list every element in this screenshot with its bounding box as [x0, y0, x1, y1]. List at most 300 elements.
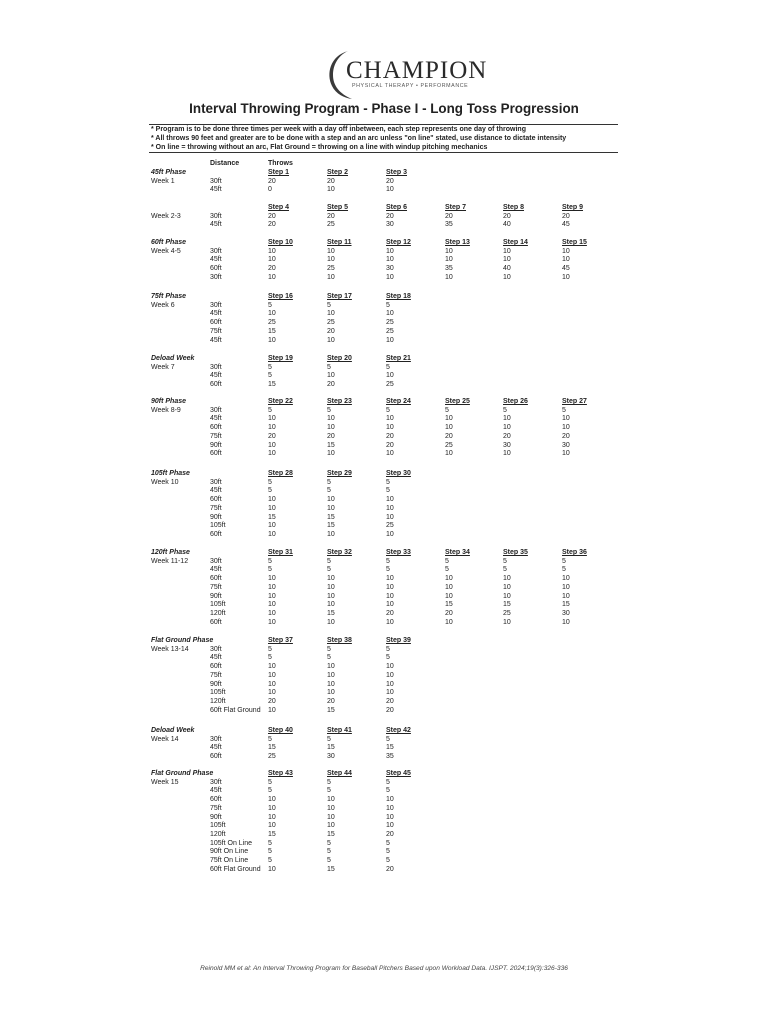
throw-count-cell: 15 [386, 744, 394, 752]
throw-count-cell: 10 [268, 496, 276, 504]
throw-count-cell: 30 [503, 441, 511, 449]
step-header: Step 33 [386, 549, 411, 556]
throw-count-cell: 5 [268, 778, 272, 786]
distance-cell: 45ft [210, 566, 222, 574]
throw-count-cell: 10 [268, 689, 276, 697]
throw-count-cell: 20 [445, 432, 453, 440]
distance-cell: 75ft [210, 671, 222, 679]
throw-count-cell: 10 [503, 247, 511, 255]
throw-count-cell: 25 [386, 327, 394, 335]
throw-count-cell: 10 [386, 336, 394, 344]
throw-count-cell: 10 [503, 583, 511, 591]
throw-count-cell: 20 [386, 706, 394, 714]
distance-cell: 30ft [210, 273, 222, 281]
distance-cell: 90ft [210, 513, 222, 521]
throw-count-cell: 10 [327, 496, 335, 504]
throw-count-cell: 10 [268, 680, 276, 688]
throw-count-cell: 5 [268, 787, 272, 795]
throw-count-cell: 25 [386, 319, 394, 327]
distance-cell: 30ft [210, 177, 222, 185]
throw-count-cell: 5 [327, 363, 331, 371]
throw-count-cell: 20 [327, 212, 335, 220]
throw-count-cell: 10 [386, 273, 394, 281]
throw-count-cell: 10 [386, 247, 394, 255]
throw-count-cell: 10 [327, 415, 335, 423]
throw-count-cell: 10 [386, 450, 394, 458]
throw-count-cell: 5 [386, 406, 390, 414]
step-header: Step 5 [327, 204, 349, 211]
distance-cell: 30ft [210, 645, 222, 653]
throw-count-cell: 15 [327, 744, 335, 752]
throw-count-cell: 10 [386, 822, 394, 830]
distance-cell: 30ft [210, 406, 222, 414]
step-header: Step 19 [268, 355, 293, 362]
throw-count-cell: 5 [327, 857, 331, 864]
phase-label: Flat Ground Phase [151, 770, 214, 777]
throw-count-cell: 10 [327, 273, 335, 281]
throw-count-cell: 10 [503, 256, 511, 264]
throw-count-cell: 10 [268, 450, 276, 458]
phase-label: 105ft Phase [151, 470, 190, 477]
throw-count-cell: 15 [327, 609, 335, 617]
throw-count-cell: 15 [327, 706, 335, 714]
step-header: Step 1 [268, 169, 290, 176]
throw-count-cell: 10 [386, 496, 394, 504]
distance-cell: 30ft [210, 735, 222, 743]
throw-count-cell: 5 [327, 301, 331, 309]
throw-count-cell: 10 [386, 601, 394, 609]
throw-count-cell: 5 [327, 557, 331, 565]
distance-cell: 90ft [210, 813, 222, 821]
throw-count-cell: 10 [562, 450, 570, 458]
distance-cell: 45ft [210, 256, 222, 264]
throw-count-cell: 10 [268, 575, 276, 583]
throw-count-cell: 10 [562, 273, 570, 281]
throw-count-cell: 10 [268, 504, 276, 512]
throw-count-cell: 20 [386, 432, 394, 440]
throw-count-cell: 30 [386, 221, 394, 229]
throw-count-cell: 10 [386, 575, 394, 583]
distance-cell: 75ft [210, 804, 222, 812]
throw-count-cell: 20 [327, 327, 335, 335]
throw-count-cell: 20 [386, 865, 394, 873]
throw-count-cell: 5 [445, 557, 449, 565]
throw-count-cell: 10 [503, 450, 511, 458]
throw-count-cell: 10 [327, 583, 335, 591]
throw-count-cell: 10 [268, 415, 276, 423]
phase-label: Deload Week [151, 727, 195, 734]
distance-cell: 30ft [210, 557, 222, 565]
throw-count-cell: 10 [386, 256, 394, 264]
throw-count-cell: 5 [327, 839, 331, 847]
throw-count-cell: 10 [386, 583, 394, 591]
distance-cell: 105ft [210, 689, 226, 697]
throw-count-cell: 10 [445, 273, 453, 281]
throw-count-cell: 10 [327, 796, 335, 804]
throw-count-cell: 15 [327, 865, 335, 873]
throw-count-cell: 5 [386, 787, 390, 795]
distance-cell: 30ft [210, 363, 222, 371]
throw-count-cell: 5 [386, 857, 390, 864]
phase-label: 90ft Phase [151, 398, 187, 405]
throw-count-cell: 20 [562, 432, 570, 440]
distance-cell: 60ft [210, 618, 222, 626]
throw-count-cell: 10 [327, 618, 335, 626]
distance-cell: 30ft [210, 478, 222, 486]
throw-count-cell: 15 [268, 830, 276, 838]
throw-count-cell: 5 [268, 645, 272, 653]
throw-count-cell: 10 [268, 441, 276, 449]
throw-count-cell: 25 [268, 319, 276, 327]
throw-count-cell: 10 [562, 247, 570, 255]
throw-count-cell: 10 [327, 530, 335, 538]
distance-cell: 60ft [210, 753, 222, 761]
throw-count-cell: 5 [327, 478, 331, 486]
throw-count-cell: 5 [268, 372, 272, 380]
throw-count-cell: 15 [445, 601, 453, 609]
throw-count-cell: 10 [268, 247, 276, 255]
step-header: Step 28 [268, 470, 293, 477]
week-label: Week 8-9 [151, 406, 181, 414]
distance-cell: 120ft [210, 609, 226, 617]
throw-count-cell: 10 [562, 424, 570, 432]
logo-wordmark: CHAMPION [346, 57, 488, 84]
throw-count-cell: 20 [562, 212, 570, 220]
throw-count-cell: 10 [503, 415, 511, 423]
throw-count-cell: 10 [386, 804, 394, 812]
throw-count-cell: 5 [386, 557, 390, 565]
throw-count-cell: 25 [503, 609, 511, 617]
throw-count-cell: 20 [503, 432, 511, 440]
throw-count-cell: 10 [327, 424, 335, 432]
throw-count-cell: 10 [268, 706, 276, 714]
throw-count-cell: 5 [327, 406, 331, 414]
week-label: Week 15 [151, 778, 179, 786]
step-header: Step 37 [268, 637, 293, 644]
distance-cell: 105ft On Line [210, 839, 253, 847]
throw-count-cell: 10 [268, 618, 276, 626]
throw-count-cell: 5 [268, 848, 272, 856]
throw-count-cell: 10 [327, 310, 335, 318]
throw-count-cell: 10 [386, 372, 394, 380]
throw-count-cell: 10 [268, 336, 276, 344]
throw-count-cell: 10 [327, 247, 335, 255]
throw-count-cell: 0 [268, 186, 272, 194]
throw-count-cell: 10 [327, 689, 335, 697]
step-header: Step 13 [445, 239, 470, 246]
week-label: Week 1 [151, 177, 175, 185]
throw-count-cell: 15 [268, 381, 276, 389]
distance-header: Distance [210, 160, 240, 167]
distance-cell: 60ft [210, 575, 222, 583]
throw-count-cell: 10 [268, 601, 276, 609]
throw-count-cell: 20 [386, 697, 394, 705]
note-line: * On line = throwing without an arc, Flat Ground = throwing on a line with windup pitching mechanics [151, 144, 488, 152]
throw-count-cell: 10 [445, 415, 453, 423]
throw-count-cell: 25 [327, 221, 335, 229]
throw-count-cell: 10 [327, 804, 335, 812]
throw-count-cell: 10 [445, 618, 453, 626]
throw-count-cell: 10 [268, 671, 276, 679]
throw-count-cell: 10 [386, 680, 394, 688]
phase-label: 75ft Phase [151, 293, 187, 300]
throw-count-cell: 5 [503, 566, 507, 574]
throw-count-cell: 10 [327, 336, 335, 344]
throw-count-cell: 35 [386, 753, 394, 761]
throw-count-cell: 20 [268, 212, 276, 220]
step-header: Step 12 [386, 239, 411, 246]
throw-count-cell: 15 [268, 327, 276, 335]
throw-count-cell: 10 [327, 680, 335, 688]
throw-count-cell: 5 [445, 566, 449, 574]
week-label: Week 6 [151, 301, 175, 309]
throw-count-cell: 20 [327, 381, 335, 389]
throw-count-cell: 10 [386, 310, 394, 318]
week-label: Week 2-3 [151, 212, 181, 220]
throw-count-cell: 5 [386, 654, 390, 662]
distance-cell: 45ft [210, 744, 222, 752]
week-label: Week 10 [151, 478, 179, 486]
throw-count-cell: 15 [503, 601, 511, 609]
throw-count-cell: 10 [327, 186, 335, 194]
throw-count-cell: 20 [268, 221, 276, 229]
throw-count-cell: 5 [386, 487, 390, 495]
throw-count-cell: 10 [327, 822, 335, 830]
throw-count-cell: 25 [445, 441, 453, 449]
page-title: Interval Throwing Program - Phase I - Long Toss Progression [189, 101, 579, 116]
distance-cell: 75ft [210, 432, 222, 440]
step-header: Step 6 [386, 204, 408, 211]
throw-count-cell: 10 [503, 424, 511, 432]
distance-cell: 45ft [210, 310, 222, 318]
distance-cell: 45ft [210, 487, 222, 495]
step-header: Step 4 [268, 204, 290, 211]
distance-cell: 60ft Flat Ground [210, 865, 261, 873]
distance-cell: 45ft [210, 336, 222, 344]
throw-count-cell: 10 [327, 256, 335, 264]
step-header: Step 45 [386, 770, 411, 777]
logo-tagline: PHYSICAL THERAPY • PERFORMANCE [352, 83, 469, 89]
distance-cell: 60ft [210, 663, 222, 671]
phase-label: 45ft Phase [151, 169, 187, 176]
throw-count-cell: 5 [503, 406, 507, 414]
throw-count-cell: 5 [327, 566, 331, 574]
throw-count-cell: 5 [562, 406, 566, 414]
throw-count-cell: 15 [327, 513, 335, 521]
distance-cell: 105ft [210, 601, 226, 609]
throw-count-cell: 25 [386, 522, 394, 530]
throw-count-cell: 5 [268, 301, 272, 309]
throw-count-cell: 10 [386, 663, 394, 671]
throw-count-cell: 10 [386, 671, 394, 679]
throw-count-cell: 5 [268, 839, 272, 847]
step-header: Step 9 [562, 204, 584, 211]
throw-count-cell: 10 [503, 273, 511, 281]
throw-count-cell: 10 [327, 601, 335, 609]
throw-count-cell: 10 [327, 671, 335, 679]
distance-cell: 30ft [210, 212, 222, 220]
distance-cell: 105ft [210, 522, 226, 530]
throw-count-cell: 5 [386, 478, 390, 486]
step-header: Step 31 [268, 549, 293, 556]
throw-count-cell: 10 [445, 592, 453, 600]
throw-count-cell: 5 [562, 557, 566, 565]
step-header: Step 43 [268, 770, 293, 777]
distance-cell: 45ft [210, 787, 222, 795]
throw-count-cell: 15 [562, 601, 570, 609]
throw-count-cell: 5 [268, 857, 272, 864]
throw-count-cell: 5 [268, 478, 272, 486]
throw-count-cell: 10 [268, 865, 276, 873]
throw-count-cell: 30 [562, 441, 570, 449]
step-header: Step 16 [268, 293, 293, 300]
distance-cell: 45ft [210, 372, 222, 380]
throw-count-cell: 10 [503, 575, 511, 583]
distance-cell: 60ft [210, 265, 222, 273]
throw-count-cell: 5 [327, 787, 331, 795]
step-header: Step 32 [327, 549, 352, 556]
throw-count-cell: 10 [386, 796, 394, 804]
throw-count-cell: 10 [268, 522, 276, 530]
throw-count-cell: 20 [386, 830, 394, 838]
throw-count-cell: 5 [268, 654, 272, 662]
throw-count-cell: 10 [445, 575, 453, 583]
throw-count-cell: 30 [386, 265, 394, 273]
throw-count-cell: 20 [503, 212, 511, 220]
distance-cell: 45ft [210, 415, 222, 423]
throw-count-cell: 10 [562, 583, 570, 591]
throw-count-cell: 5 [445, 406, 449, 414]
throw-count-cell: 35 [445, 265, 453, 273]
throw-count-cell: 10 [386, 424, 394, 432]
throw-count-cell: 10 [386, 592, 394, 600]
distance-cell: 120ft [210, 697, 226, 705]
step-header: Step 30 [386, 470, 411, 477]
throw-count-cell: 10 [327, 504, 335, 512]
throw-count-cell: 5 [268, 487, 272, 495]
throw-count-cell: 20 [268, 697, 276, 705]
throw-count-cell: 5 [386, 301, 390, 309]
throw-count-cell: 10 [268, 663, 276, 671]
throw-count-cell: 30 [562, 609, 570, 617]
throw-count-cell: 20 [268, 265, 276, 273]
throw-count-cell: 10 [327, 450, 335, 458]
throw-count-cell: 20 [327, 177, 335, 185]
distance-cell: 75ft [210, 327, 222, 335]
throw-count-cell: 5 [268, 735, 272, 743]
throw-count-cell: 20 [386, 212, 394, 220]
distance-cell: 60ft [210, 319, 222, 327]
throw-count-cell: 10 [386, 689, 394, 697]
distance-cell: 60ft Flat Ground [210, 706, 261, 714]
step-header: Step 38 [327, 637, 352, 644]
throw-count-cell: 15 [327, 522, 335, 530]
throw-count-cell: 5 [386, 645, 390, 653]
throw-count-cell: 40 [503, 265, 511, 273]
distance-cell: 105ft [210, 822, 226, 830]
step-header: Step 7 [445, 204, 467, 211]
step-header: Step 24 [386, 398, 411, 405]
throw-count-cell: 5 [268, 406, 272, 414]
step-header: Step 10 [268, 239, 293, 246]
throw-count-cell: 5 [503, 557, 507, 565]
week-label: Week 14 [151, 735, 179, 743]
week-label: Week 7 [151, 363, 175, 371]
throw-count-cell: 10 [503, 592, 511, 600]
distance-cell: 30ft [210, 301, 222, 309]
throw-count-cell: 10 [386, 186, 394, 194]
phase-label: Flat Ground Phase [151, 637, 214, 644]
throw-count-cell: 25 [268, 753, 276, 761]
throw-count-cell: 5 [386, 735, 390, 743]
throw-count-cell: 10 [562, 618, 570, 626]
throw-count-cell: 10 [386, 513, 394, 521]
distance-cell: 30ft [210, 247, 222, 255]
throw-count-cell: 5 [268, 557, 272, 565]
throw-count-cell: 25 [386, 381, 394, 389]
step-header: Step 2 [327, 169, 349, 176]
throw-count-cell: 15 [268, 513, 276, 521]
citation: Reinold MM et al: An Interval Throwing Program for Baseball Pitchers Based upon Workload Data. IJSPT. 2024;19(3):326-336 [200, 965, 568, 972]
throw-count-cell: 10 [386, 618, 394, 626]
step-header: Step 11 [327, 239, 352, 246]
distance-cell: 60ft [210, 381, 222, 389]
throw-count-cell: 10 [327, 575, 335, 583]
throw-count-cell: 5 [386, 848, 390, 856]
step-header: Step 35 [503, 549, 528, 556]
throw-count-cell: 20 [327, 697, 335, 705]
step-header: Step 34 [445, 549, 470, 556]
throw-count-cell: 10 [268, 310, 276, 318]
step-header: Step 3 [386, 169, 408, 176]
throw-count-cell: 10 [268, 273, 276, 281]
throw-count-cell: 10 [327, 592, 335, 600]
step-header: Step 18 [386, 293, 411, 300]
throw-count-cell: 5 [327, 645, 331, 653]
step-header: Step 26 [503, 398, 528, 405]
throw-count-cell: 10 [268, 583, 276, 591]
throw-count-cell: 40 [503, 221, 511, 229]
throw-count-cell: 5 [386, 363, 390, 371]
throw-count-cell: 10 [268, 796, 276, 804]
throw-count-cell: 15 [327, 441, 335, 449]
throw-count-cell: 10 [268, 592, 276, 600]
throw-count-cell: 25 [327, 265, 335, 273]
step-header: Step 22 [268, 398, 293, 405]
step-header: Step 36 [562, 549, 587, 556]
throw-count-cell: 5 [327, 848, 331, 856]
step-header: Step 8 [503, 204, 525, 211]
throw-count-cell: 10 [562, 415, 570, 423]
week-label: Week 11-12 [151, 557, 189, 565]
distance-cell: 60ft [210, 796, 222, 804]
throw-count-cell: 10 [268, 804, 276, 812]
distance-cell: 75ft [210, 583, 222, 591]
throw-count-cell: 35 [445, 221, 453, 229]
step-header: Step 21 [386, 355, 411, 362]
throw-count-cell: 20 [386, 441, 394, 449]
distance-cell: 45ft [210, 221, 222, 229]
throw-count-cell: 5 [327, 778, 331, 786]
distance-cell: 90ft [210, 680, 222, 688]
throw-count-cell: 5 [386, 566, 390, 574]
distance-cell: 120ft [210, 830, 226, 838]
throw-count-cell: 20 [327, 432, 335, 440]
throw-count-cell: 10 [268, 424, 276, 432]
throw-count-cell: 10 [386, 415, 394, 423]
throw-count-cell: 20 [445, 609, 453, 617]
throw-count-cell: 10 [327, 663, 335, 671]
